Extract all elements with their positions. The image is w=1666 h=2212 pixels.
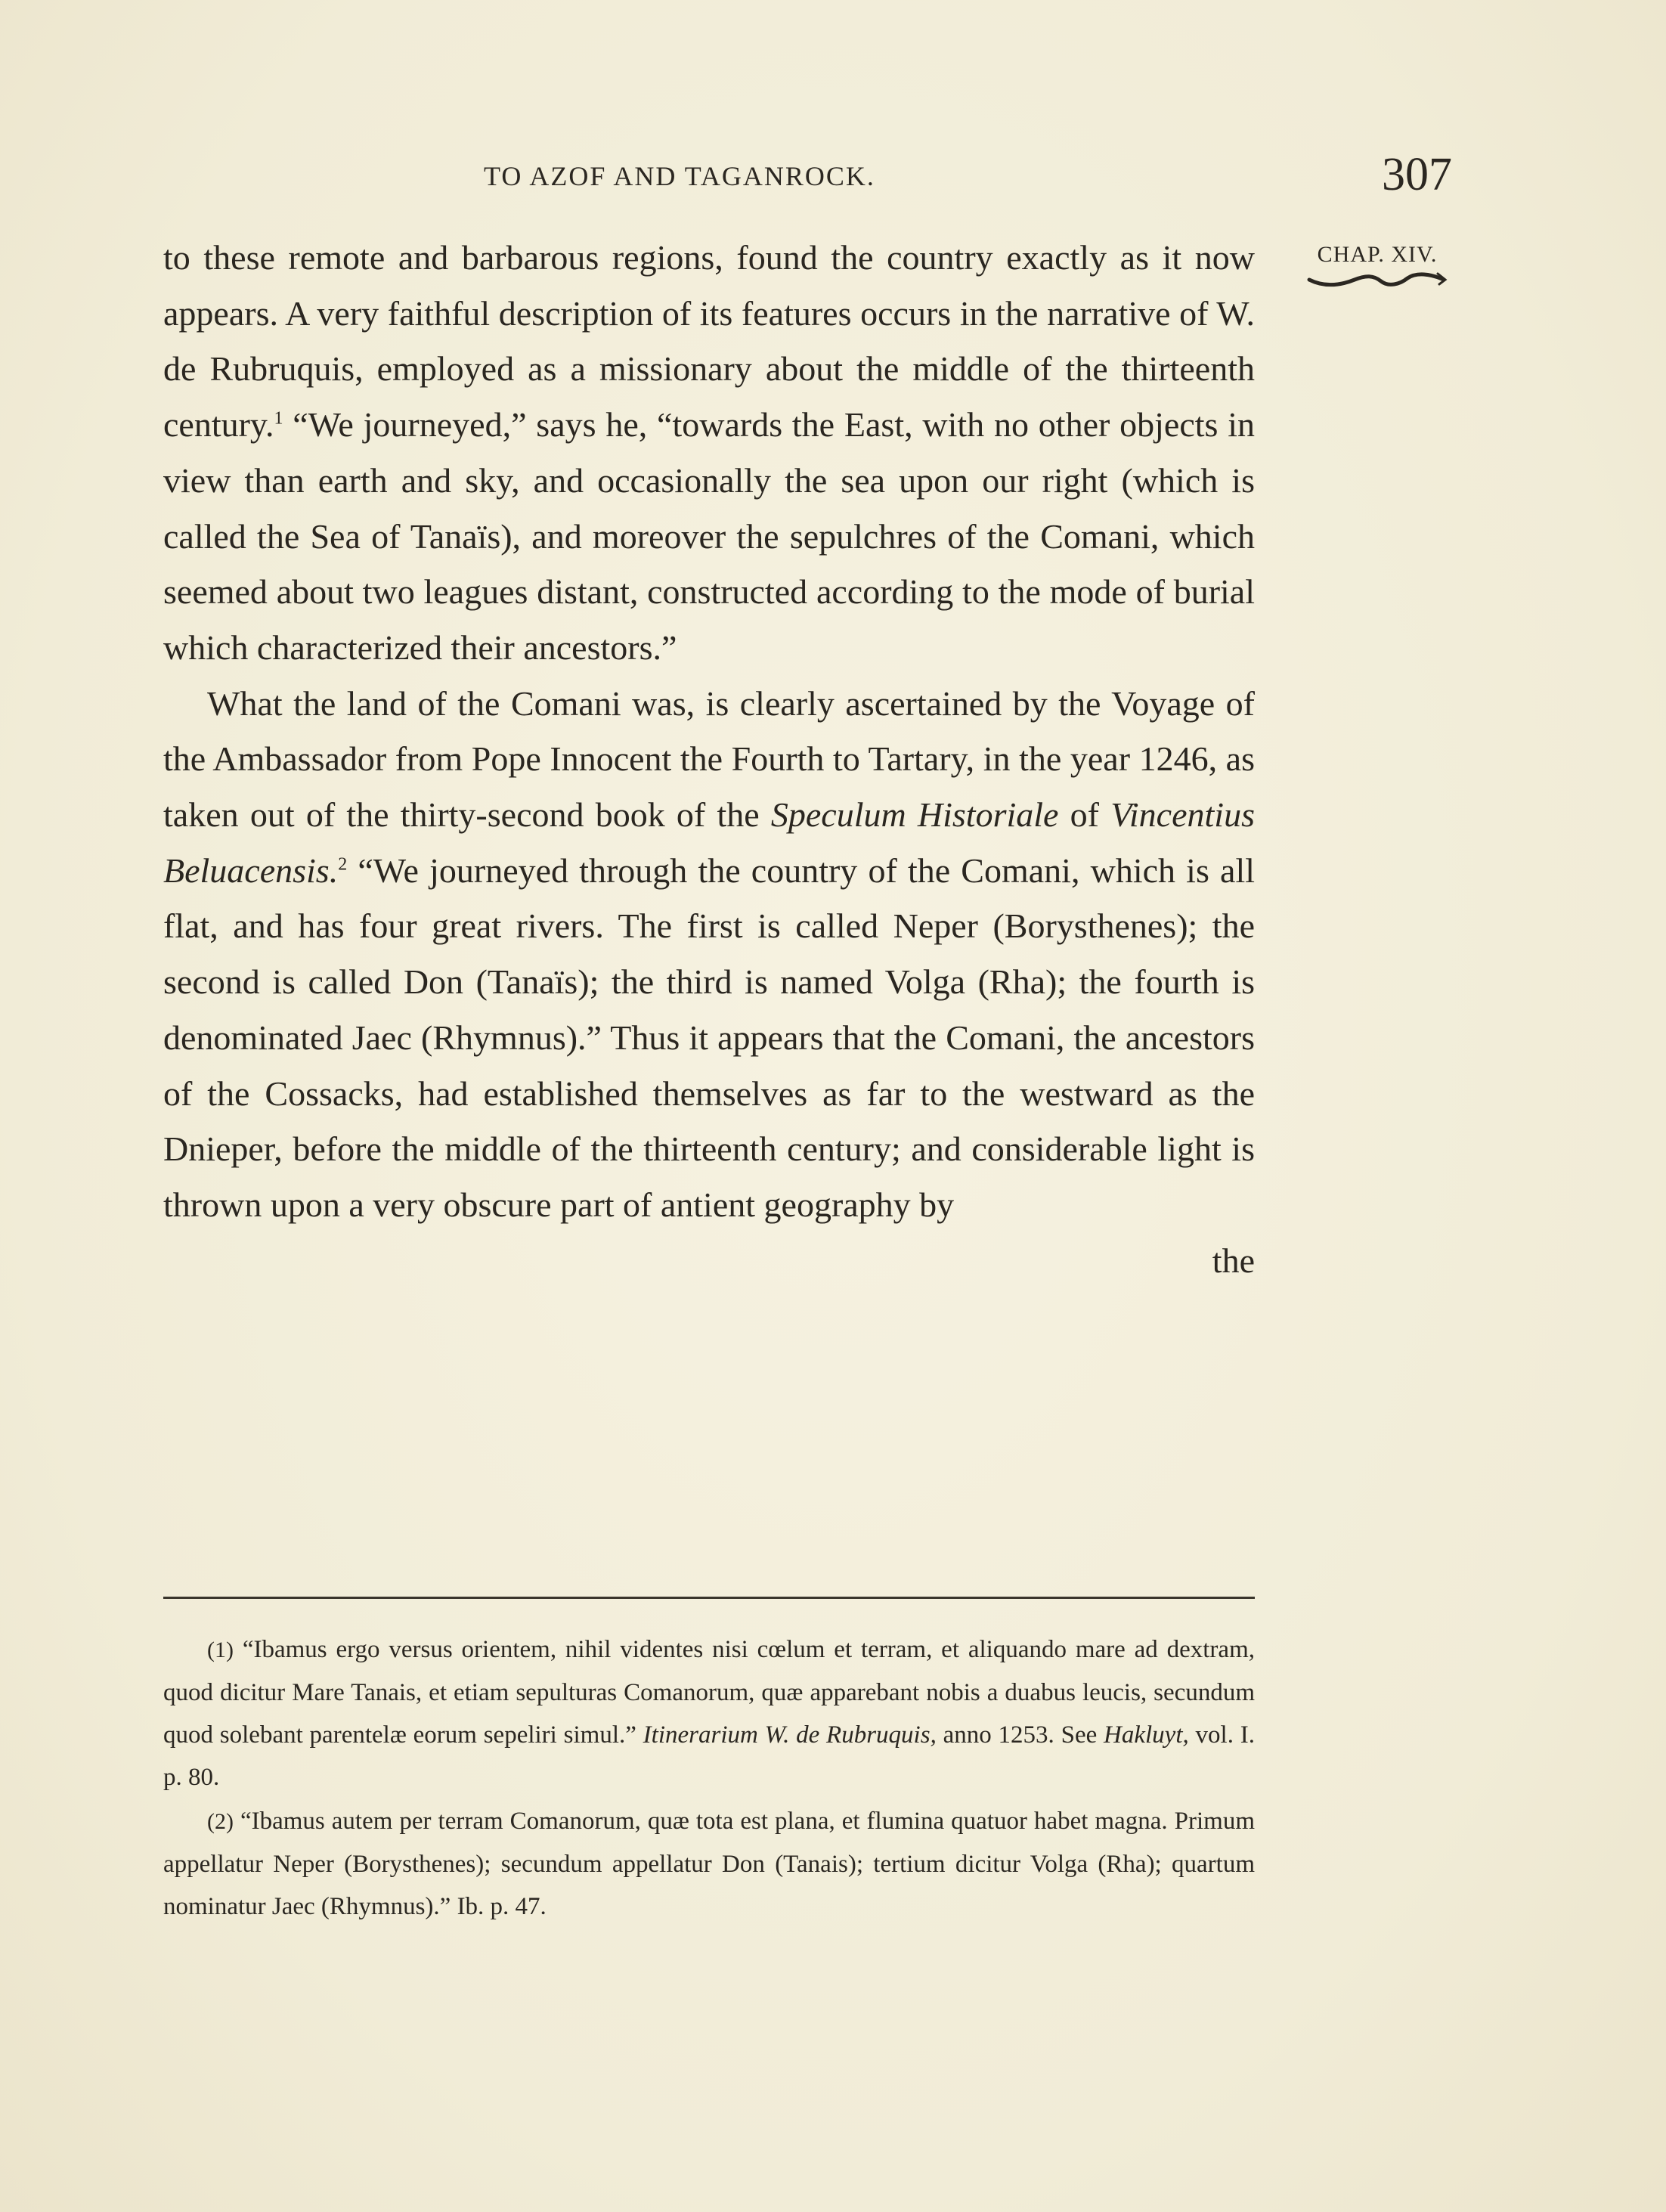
title-speculum-historiale: Speculum Historiale xyxy=(770,795,1059,835)
chapter-marker xyxy=(1302,242,1453,292)
footnote-ref-1: 1 xyxy=(274,408,283,429)
footnote-1-text-a: “Ibamus ergo versus orientem, nihil videntes nisi cœlum et terram, et aliquando mare ad dextram, quod dicitur Mare Tanais, et etiam sepulturas Comanorum, quæ apparebant nobis a duabus leucis, secundum quod solebant parentelæ eorum sepeliri simul.” xyxy=(163,1636,1255,1749)
footnote-2-text-a: “Ibamus autem per terram Comanorum, quæ tota est plana, et flumina quatuor habet magna. Primum appellatur Neper (Borysthenes); secundum appellatur Don (Tanais); tertium dicitur Volga (Rha); quartum nominatur Jaec (Rhymnus).” Ib. p. 47. xyxy=(163,1808,1255,1920)
chapter-label: CHAP. XIV. xyxy=(1317,242,1438,267)
catchword: the xyxy=(1212,1241,1255,1280)
main-text xyxy=(163,230,1255,1288)
page-number: 307 xyxy=(1382,149,1452,200)
paragraph-2-text-b: of xyxy=(1058,795,1111,835)
flourish-ornament-icon xyxy=(1302,269,1453,292)
footnote-1 xyxy=(163,1628,1255,1798)
paragraph-2 xyxy=(163,676,1255,1233)
footnote-rule xyxy=(163,1597,1255,1599)
paragraph-2-text-c: “We journeyed through the country of the Comani, which is all flat, and has four great rivers. The first is called Neper (Borysthenes); the second is called Don (Tanaïs); the third is named Volga (Rha); the fourth is denominated Jaec (Rhymnus).” Thus it appears that the Comani, the ancestors of the Cossacks, had established themselves as far to the westward as the Dnieper, before the middle of the thirteenth century; and considerable light is thrown upon a very obscure part of antient geography by xyxy=(163,850,1255,1224)
paragraph-1 xyxy=(163,230,1255,676)
paragraph-1-text-b: “We journeyed,” says he, “towards the East, with no other objects in view than earth and sky, and occasionally the sea upon our right (which is called the Sea of Tanaïs), and moreover the sepulchres of the Comani, which seemed about two leagues distant, constructed according to the mode of burial which characterized their ancestors.” xyxy=(163,405,1255,667)
footnote-1-mark: (1) xyxy=(207,1637,234,1662)
footnote-2-mark: (2) xyxy=(207,1809,234,1834)
footnote-1-text-c: vol. I. p. 80. xyxy=(163,1721,1255,1791)
footnote-2 xyxy=(163,1800,1255,1928)
paragraph-2-text-a: What the land of the Comani was, is clearly ascertained by the Voyage of the Ambassador from Pope Innocent the Fourth to Tartary, in the year 1246, as taken out of the thirty-second book of the xyxy=(163,683,1255,835)
footnotes xyxy=(163,1628,1255,1928)
footnote-1-italic-itinerarium: Itinerarium W. de Rubruquis, xyxy=(643,1721,937,1749)
author-vincentius: Vincentius Beluacensis. xyxy=(163,795,1255,890)
running-head: TO AZOF AND TAGANROCK. xyxy=(484,161,875,191)
paragraph-1-text-a: to these remote and barbarous regions, found the country exactly as it now appears. A very faithful description of its features occurs in the narrative of W. de Rubruquis, employed as a missionary about the middle of the thirteenth century. xyxy=(163,238,1255,445)
footnote-1-text-b: anno 1253. See xyxy=(936,1721,1104,1749)
footnote-ref-2: 2 xyxy=(338,854,348,875)
footnote-1-italic-hakluyt: Hakluyt, xyxy=(1104,1721,1189,1749)
